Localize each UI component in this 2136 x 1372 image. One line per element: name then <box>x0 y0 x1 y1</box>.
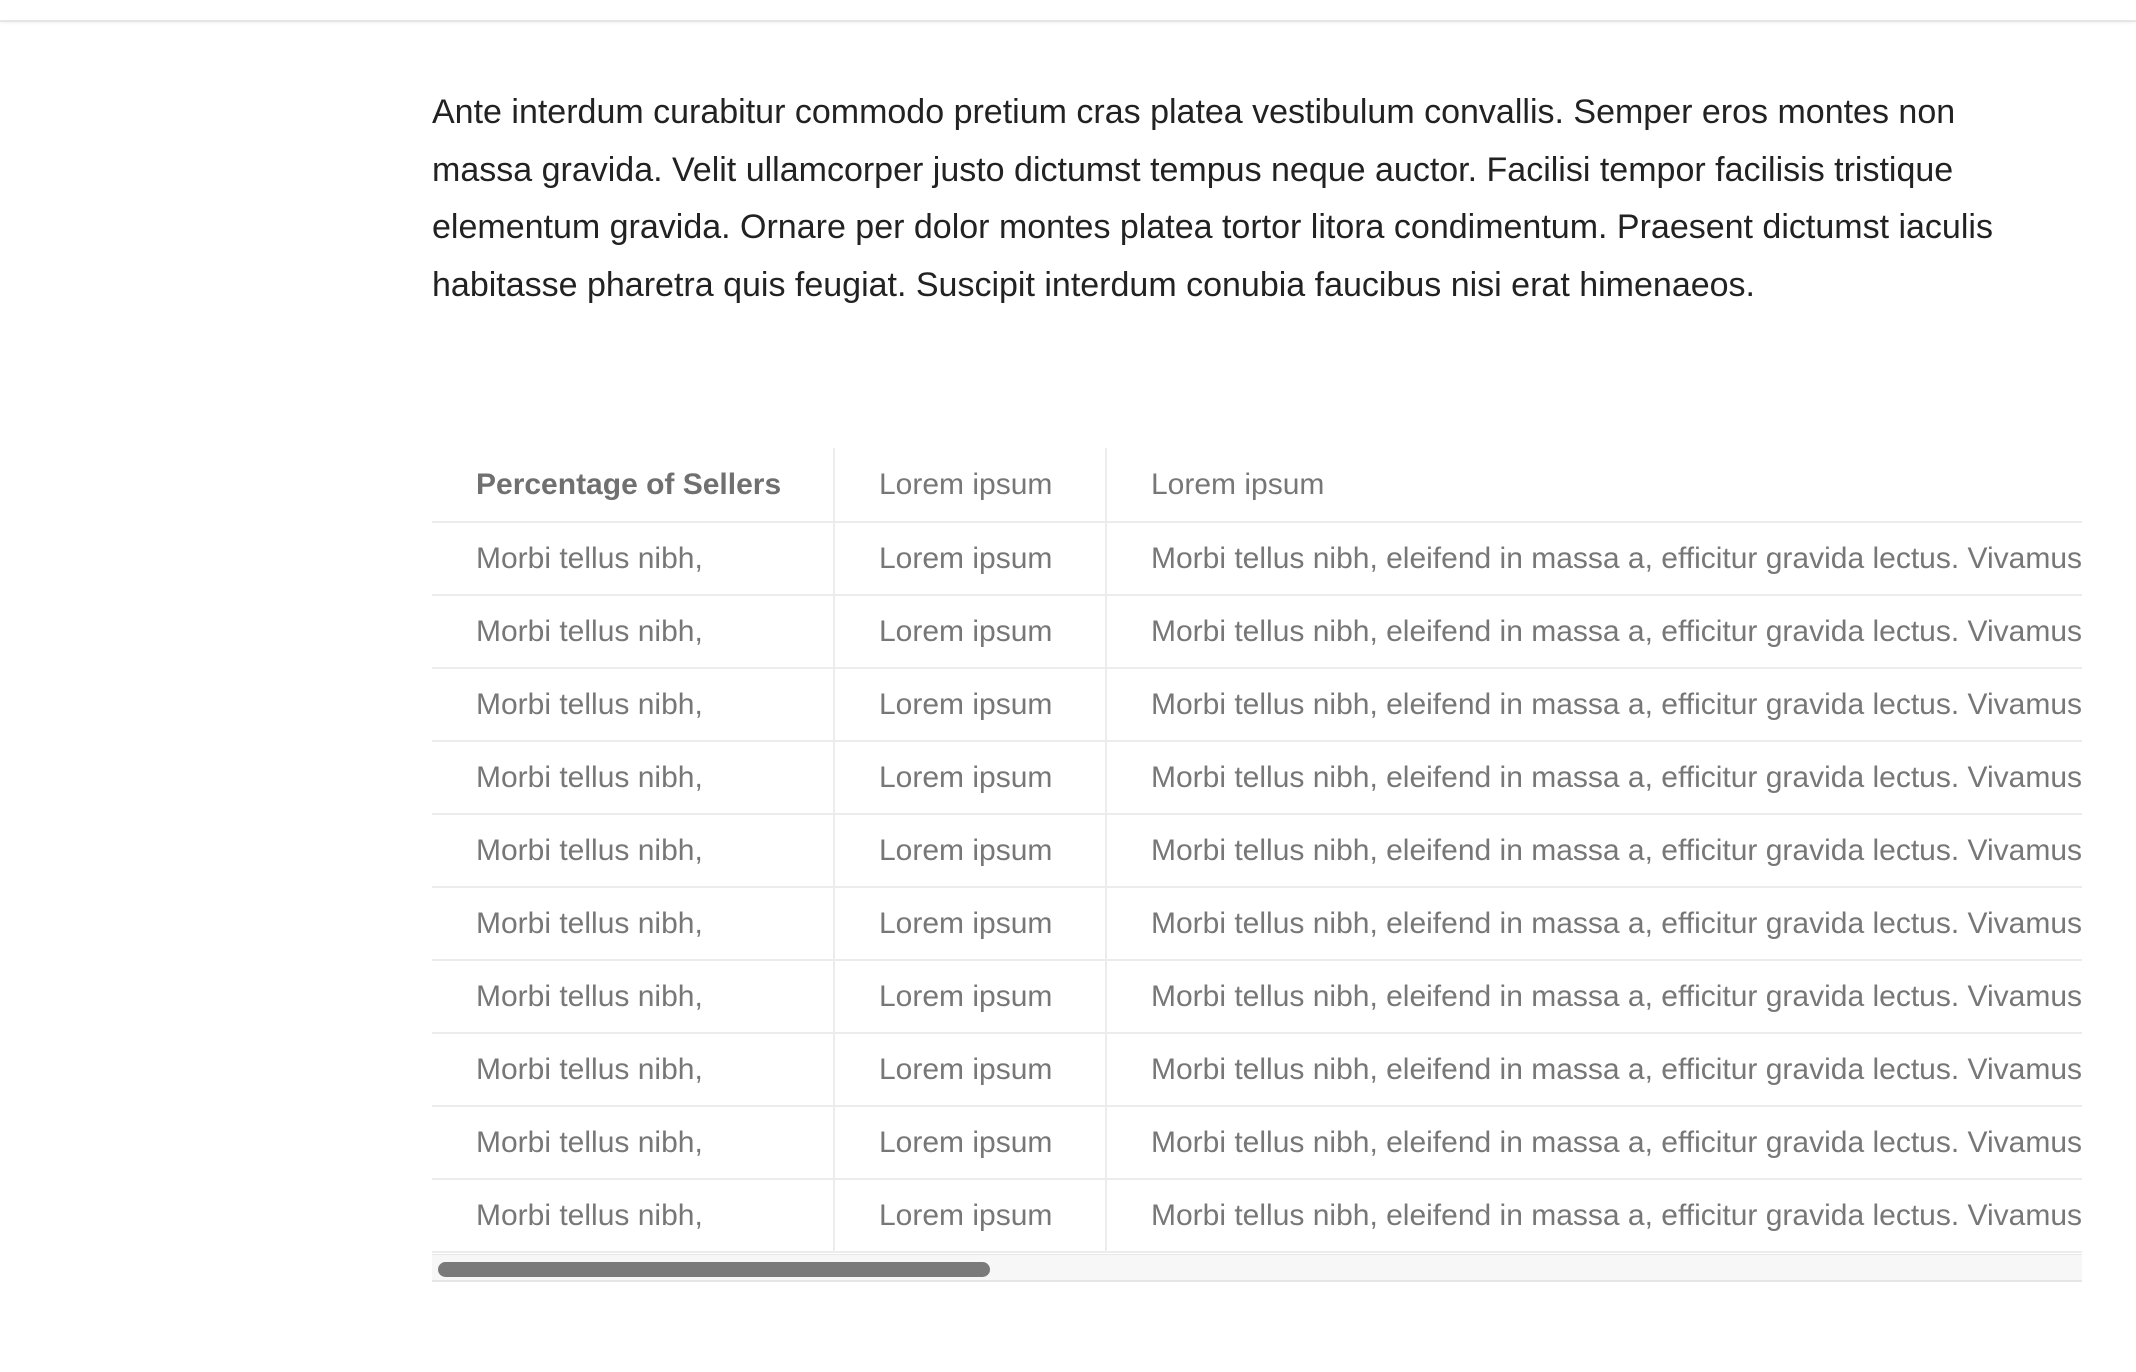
table-cell: Morbi tellus nibh, eleifend in massa a, efficitur gravida lectus. Vivamus <box>1106 1106 2082 1179</box>
table-cell: Morbi tellus nibh, eleifend in massa a, efficitur gravida lectus. Vivamus <box>1106 741 2082 814</box>
table-row <box>432 1033 2082 1106</box>
column-header: Lorem ipsum <box>834 448 1106 522</box>
table-row <box>432 595 2082 668</box>
table-cell: Lorem ipsum <box>834 1106 1106 1179</box>
table-row <box>432 887 2082 960</box>
table-cell: Lorem ipsum <box>834 887 1106 960</box>
table-cell: Morbi tellus nibh, <box>432 595 834 668</box>
table-row <box>432 741 2082 814</box>
table-cell: Lorem ipsum <box>834 595 1106 668</box>
table-row <box>432 814 2082 887</box>
table-cell: Morbi tellus nibh, <box>432 741 834 814</box>
table-cell: Morbi tellus nibh, eleifend in massa a, efficitur gravida lectus. Vivamus <box>1106 1179 2082 1252</box>
table-cell: Morbi tellus nibh, <box>432 1106 834 1179</box>
table-cell: Morbi tellus nibh, <box>432 522 834 595</box>
table-row <box>432 1106 2082 1179</box>
table-header-row <box>432 448 2082 522</box>
table-cell: Morbi tellus nibh, eleifend in massa a, efficitur gravida lectus. Vivamus <box>1106 668 2082 741</box>
table-cell: Lorem ipsum <box>834 668 1106 741</box>
article-paragraph: Ante interdum curabitur commodo pretium cras platea vestibulum convallis. Semper eros montes non massa gravida. Velit ullamcorper justo dictumst tempus neque auctor. Facilisi tempor facilisis tristique elementum gravida. Ornare per dolor montes platea tortor litora condimentum. Praesent dictumst iaculis habitasse pharetra quis feugiat. Suscipit interdum conubia faucibus nisi erat himenaeos. <box>432 93 1993 304</box>
table-cell: Morbi tellus nibh, eleifend in massa a, efficitur gravida lectus. Vivamus <box>1106 1033 2082 1106</box>
column-header: Lorem ipsum <box>1106 448 2082 522</box>
table-cell: Lorem ipsum <box>834 1179 1106 1252</box>
data-table <box>432 448 2082 1253</box>
table-cell: Morbi tellus nibh, <box>432 814 834 887</box>
table-cell: Morbi tellus nibh, <box>432 668 834 741</box>
table-cell: Morbi tellus nibh, eleifend in massa a, efficitur gravida lectus. Vivamus <box>1106 960 2082 1033</box>
horizontal-scrollbar-track[interactable] <box>432 1254 2082 1282</box>
table-cell: Morbi tellus nibh, <box>432 887 834 960</box>
table-cell: Lorem ipsum <box>834 1033 1106 1106</box>
table-cell: Morbi tellus nibh, eleifend in massa a, efficitur gravida lectus. Vivamus <box>1106 814 2082 887</box>
table-row <box>432 960 2082 1033</box>
column-header: Percentage of Sellers <box>432 448 834 522</box>
table-cell: Morbi tellus nibh, eleifend in massa a, efficitur gravida lectus. Vivamus <box>1106 595 2082 668</box>
table-cell: Lorem ipsum <box>834 741 1106 814</box>
table-row <box>432 1179 2082 1252</box>
table-row <box>432 668 2082 741</box>
table-cell: Morbi tellus nibh, <box>432 1033 834 1106</box>
table-cell: Morbi tellus nibh, eleifend in massa a, efficitur gravida lectus. Vivamus <box>1106 887 2082 960</box>
table-viewport <box>432 448 2082 1254</box>
horizontal-scrollbar-thumb[interactable] <box>438 1262 990 1277</box>
table-cell: Lorem ipsum <box>834 814 1106 887</box>
table-row <box>432 522 2082 595</box>
table-cell: Morbi tellus nibh, <box>432 1179 834 1252</box>
table-cell: Lorem ipsum <box>834 960 1106 1033</box>
table-cell: Morbi tellus nibh, <box>432 960 834 1033</box>
table-scroll-container[interactable] <box>432 448 2082 1282</box>
table-cell: Morbi tellus nibh, eleifend in massa a, efficitur gravida lectus. Vivamus <box>1106 522 2082 595</box>
table-cell: Lorem ipsum <box>834 522 1106 595</box>
top-bar <box>0 0 2136 22</box>
